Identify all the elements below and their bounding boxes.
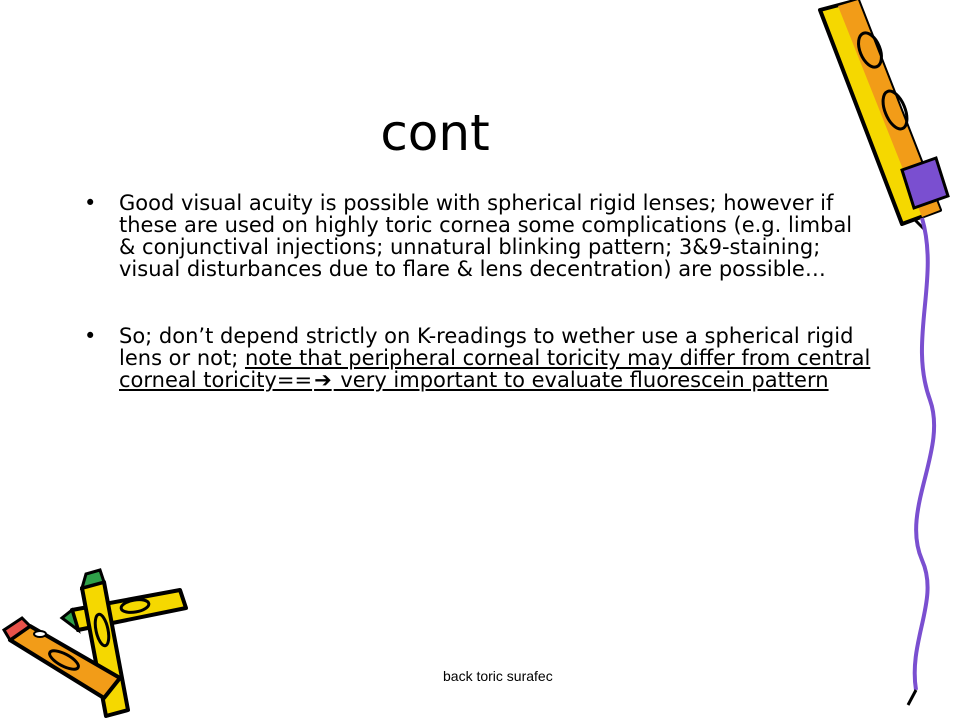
bullet-text-underlined: very important to evaluate fluorescein pattern — [333, 368, 829, 392]
slide-title: cont — [380, 104, 490, 162]
bullet-item — [84, 325, 874, 391]
bullet-item — [84, 192, 874, 280]
bullet-marker: • — [84, 324, 97, 348]
pencil-icon — [790, 0, 960, 720]
slide-footer: back toric surafec — [443, 668, 553, 684]
pencils-icon — [0, 560, 200, 720]
bullet-text: Good visual acuity is possible with spherical rigid lenses; however if these are used on highly toric cornea some complications (e.g. limbal & conjunctival injections; unnatural blinking pattern; 3&9-staining; visual disturbances due to flare & lens decentration) are possible… — [119, 191, 853, 281]
slide-body — [84, 192, 874, 391]
bullet-text: So; don’t depend strictly on K-readings to wether use a spherical rigid lens or not; — [119, 324, 854, 370]
bullet-text-underlined: note that peripheral corneal toricity may differ from central corneal toricity== — [119, 346, 871, 392]
right-arrow-icon: ➔ — [314, 368, 332, 392]
bullet-marker: • — [84, 191, 97, 215]
